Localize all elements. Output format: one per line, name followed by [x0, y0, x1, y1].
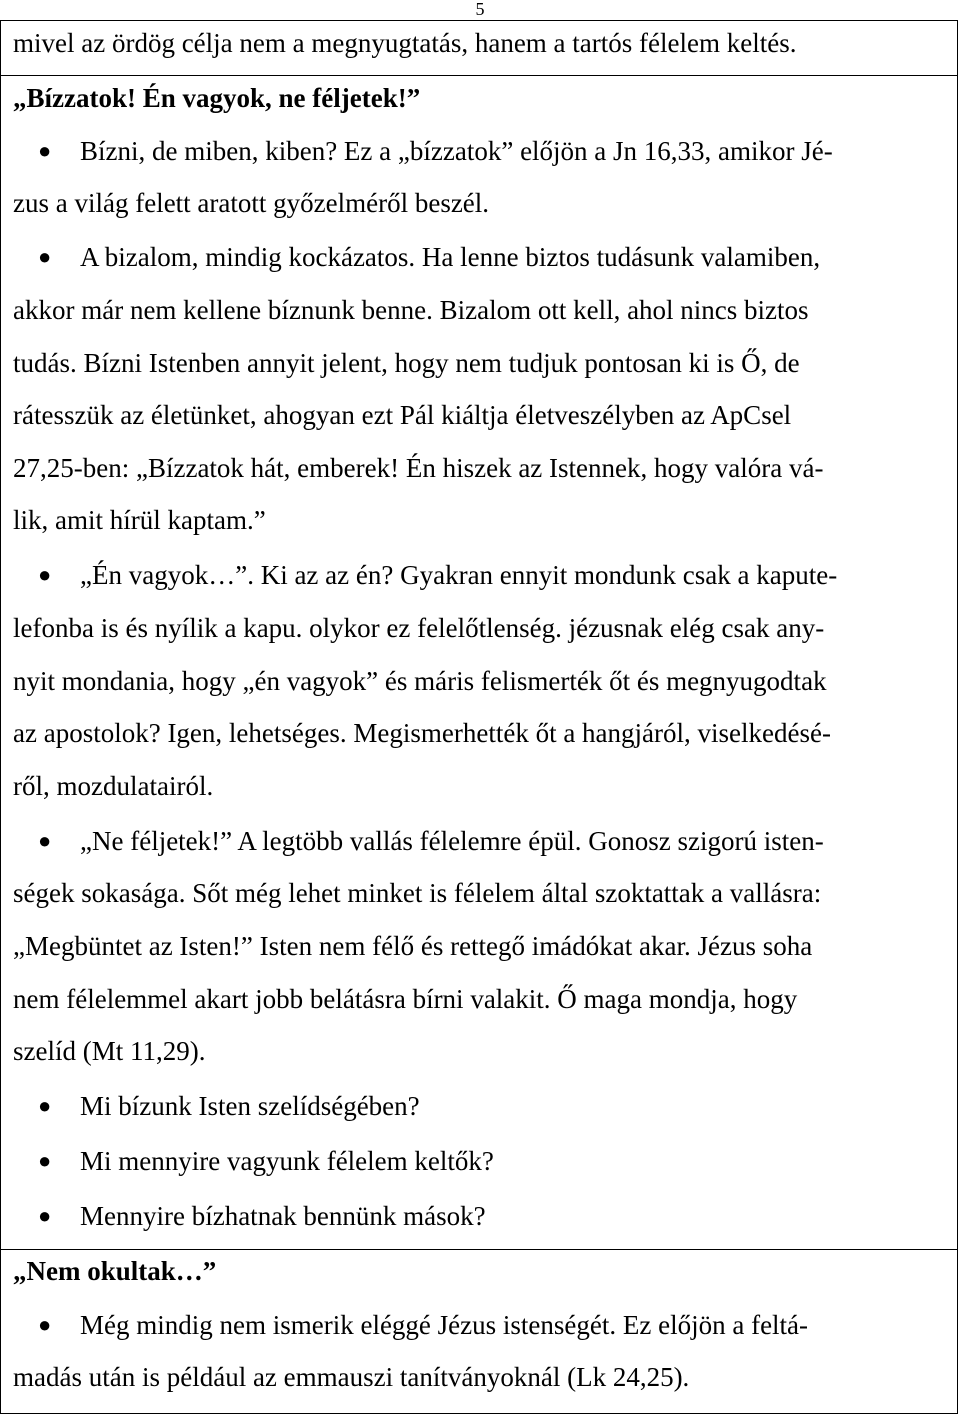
text-line: „Ne féljetek!” A legtöbb vallás félelemre épül. Gonosz szigorú isten-	[80, 826, 824, 856]
bullet-icon: ●	[38, 1312, 52, 1337]
text-line: szelíd (Mt 11,29).	[13, 1036, 206, 1066]
text-line: az apostolok? Igen, lehetséges. Megismerhették őt a hangjáról, viselkedésé-	[13, 718, 831, 748]
text-line: lik, amit hírül kaptam.”	[13, 505, 266, 535]
text-line: lefonba is és nyílik a kapu. olykor ez felelőtlenség. jézusnak elég csak any-	[13, 613, 825, 643]
text-line: 27,25-ben: „Bízzatok hát, emberek! Én hiszek az Istennek, hogy valóra vá-	[13, 453, 824, 483]
bullet-icon: ●	[38, 1203, 52, 1228]
text-line: ről, mozdulatairól.	[13, 771, 214, 801]
text-line: akkor már nem kellene bíznunk benne. Bizalom ott kell, ahol nincs biztos	[13, 295, 809, 325]
text-line: madás után is például az emmauszi tanítványoknál (Lk 24,25).	[13, 1362, 690, 1392]
text-line: Bízni, de miben, kiben? Ez a „bízzatok” előjön a Jn 16,33, amikor Jé-	[80, 136, 833, 166]
bullet-icon: ●	[38, 1093, 52, 1118]
text-line: Mi mennyire vagyunk félelem keltők?	[80, 1146, 494, 1176]
text-line: „Megbüntet az Isten!” Isten nem félő és rettegő imádókat akar. Jézus soha	[13, 931, 813, 961]
text-line: Mennyire bízhatnak bennünk mások?	[80, 1201, 486, 1231]
text-line: Mi bízunk Isten szelídségében?	[80, 1091, 420, 1121]
text-line: tudás. Bízni Istenben annyit jelent, hogy nem tudjuk pontosan ki is Ő, de	[13, 348, 800, 378]
bullet-icon: ●	[38, 138, 52, 163]
text-line: A bizalom, mindig kockázatos. Ha lenne biztos tudásunk valamiben,	[80, 242, 821, 272]
bullet-icon: ●	[38, 562, 52, 587]
section-heading: „Bízzatok! Én vagyok, ne féljetek!”	[13, 83, 421, 113]
bullet-icon: ●	[38, 828, 52, 853]
text-line: rátesszük az életünket, ahogyan ezt Pál kiáltja életveszélyben az ApCsel	[13, 400, 792, 430]
bullet-icon: ●	[38, 1148, 52, 1173]
text-line: Még mindig nem ismerik eléggé Jézus istenségét. Ez előjön a feltá-	[80, 1310, 809, 1340]
bullet-icon: ●	[38, 244, 52, 269]
text-line: „Én vagyok…”. Ki az az én? Gyakran ennyit mondunk csak a kapute-	[80, 560, 838, 590]
text-line: nyit mondania, hogy „én vagyok” és máris felismerték őt és megnyugodtak	[13, 666, 827, 696]
text-line: mivel az ördög célja nem a megnyugtatás, hanem a tartós félelem keltés.	[13, 28, 797, 58]
page-number: 5	[475, 0, 485, 19]
text-line: nem félelemmel akart jobb belátásra bírni valakit. Ő maga mondja, hogy	[13, 984, 798, 1014]
section-heading: „Nem okultak…”	[13, 1256, 217, 1286]
text-line: ségek sokasága. Sőt még lehet minket is félelem által szoktattak a vallásra:	[13, 878, 822, 908]
text-line: zus a világ felett aratott győzelméről beszél.	[13, 188, 490, 218]
